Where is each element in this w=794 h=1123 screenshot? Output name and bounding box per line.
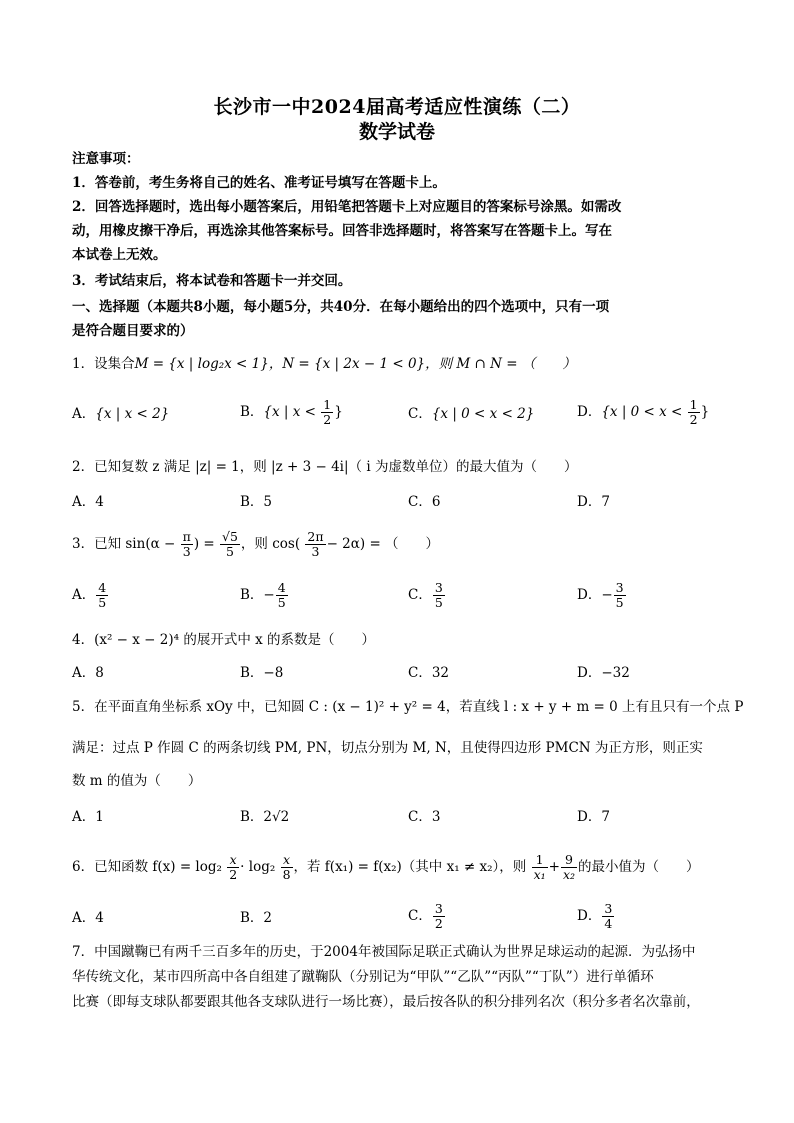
question-7-line-3: 比赛（即每支球队都要跟其他各支球队进行一场比赛），最后按各队的积分排列名次（积分多者名次靠前， bbox=[72, 994, 700, 1010]
question-1 bbox=[72, 355, 732, 373]
q5-option-b: B．2√2 bbox=[240, 809, 290, 825]
q3-option-a: A． $\frac{4}{5}$ bbox=[72, 580, 107, 610]
note-2c: 本试卷上无效。 bbox=[72, 247, 167, 263]
note-2b: 动，用橡皮擦干净后，再选涂其他答案标号。回答非选择题时，将答案写在答题卡上。写在 bbox=[72, 223, 612, 239]
q4-option-c: C．32 bbox=[408, 665, 450, 681]
q3-option-d: D．− $\frac{3}{5}$ bbox=[577, 580, 624, 610]
question-5-line-3: 数 m 的值为（ ） bbox=[72, 773, 202, 789]
q6-option-c: C． $\frac{3}{2}$ bbox=[408, 901, 443, 931]
q5-option-d: D．7 bbox=[577, 809, 610, 825]
q2-option-b: B．5 bbox=[240, 494, 273, 510]
question-2: 2．已知复数 z 满足 |z| = 1，则 |z + 3 − 4i|（ i 为虚数单位）的最大值为（ ） bbox=[72, 459, 578, 475]
section-heading-2: 是符合题目要求的） bbox=[72, 323, 194, 339]
question-7-line-1: 7．中国蹴鞠已有两千三百多年的历史，于2004年被国际足联正式确认为世界足球运动的起源．为弘扬中 bbox=[72, 944, 696, 960]
q1-option-b: B．{x | x < $\frac{1}{2}$ } bbox=[240, 397, 343, 427]
q5-option-c: C．3 bbox=[408, 809, 441, 825]
q4-option-d: D．−32 bbox=[577, 665, 630, 681]
note-2a: 2．回答选择题时，选出每小题答案后，用铅笔把答题卡上对应题目的答案标号涂黑。如需改 bbox=[72, 199, 622, 215]
question-6: 6．已知函数 f(x) = log₂ $\frac{x}{2}$ · log₂ $\frac{x}{8}$ ，若 f(x₁) = f(x₂)（其中 x₁ ≠ x₂），则 $\frac{1}{\text{x₁}}$ + $\frac{9}{\text{x₂}}$ 的最小值为（ ） bbox=[72, 852, 700, 882]
question-3: 3．已知 sin(α − $\frac{\pi}{3}$ ) = $\frac{√5}{5}$ ，则 cos( $\frac{2\pi}{3}$ − 2α) = （ ） bbox=[72, 529, 440, 559]
q1-expression: M = {x | log₂x < 1}，N = {x | 2x − 1 < 0}，则 M ∩ N = （ ） bbox=[134, 356, 576, 372]
q4-option-b: B．−8 bbox=[240, 665, 284, 681]
q2-option-c: C．6 bbox=[408, 494, 441, 510]
q3-option-c: C． $\frac{3}{5}$ bbox=[408, 580, 443, 610]
note-1: 1．答卷前，考生务将自己的姓名、准考证号填写在答题卡上。 bbox=[72, 175, 446, 191]
q1-option-d: D．{x | 0 < x < $\frac{1}{2}$ } bbox=[577, 397, 710, 427]
q4-option-a: A．8 bbox=[72, 665, 104, 681]
q6-option-a: A．4 bbox=[72, 910, 104, 926]
q5-option-a: A．1 bbox=[72, 809, 104, 825]
exam-subtitle: 数学试卷 bbox=[358, 121, 435, 143]
question-5-line-2: 满足：过点 P 作圆 C 的两条切线 PM, PN，切点分别为 M, N，且使得四边形 PMCN 为正方形，则正实 bbox=[72, 740, 703, 756]
q2-option-d: D．7 bbox=[577, 494, 610, 510]
q1-prefix: 1．设集合 bbox=[72, 356, 135, 372]
notes-heading: 注意事项： bbox=[72, 151, 140, 167]
note-3: 3．考试结束后，将本试卷和答题卡一并交回。 bbox=[72, 273, 352, 289]
exam-title: 长沙市一中2024届高考适应性演练（二） bbox=[213, 96, 581, 118]
section-heading-1: 一、选择题（本题共8小题，每小题5分，共40分．在每小题给出的四个选项中，只有一项 bbox=[72, 299, 610, 315]
q1-option-a: A．{x | x < 2} bbox=[72, 406, 170, 422]
q6-option-d: D． $\frac{3}{4}$ bbox=[577, 901, 613, 931]
q6-option-b: B．2 bbox=[240, 910, 273, 926]
question-4: 4．(x² − x − 2)⁴ 的展开式中 x 的系数是（ ） bbox=[72, 632, 376, 648]
q2-option-a: A．4 bbox=[72, 494, 104, 510]
question-7-line-2: 华传统文化，某市四所高中各自组建了蹴鞠队（分别记为“甲队”“乙队”“丙队”“丁队”）进行单循环 bbox=[72, 969, 654, 985]
q1-option-c: C．{x | 0 < x < 2} bbox=[408, 406, 535, 422]
question-5-line-1: 5．在平面直角坐标系 xOy 中，已知圆 C : (x − 1)² + y² = 4，若直线 l : x + y + m = 0 上有且只有一个点 P bbox=[72, 699, 744, 715]
q3-option-b: B．− $\frac{4}{5}$ bbox=[240, 580, 286, 610]
